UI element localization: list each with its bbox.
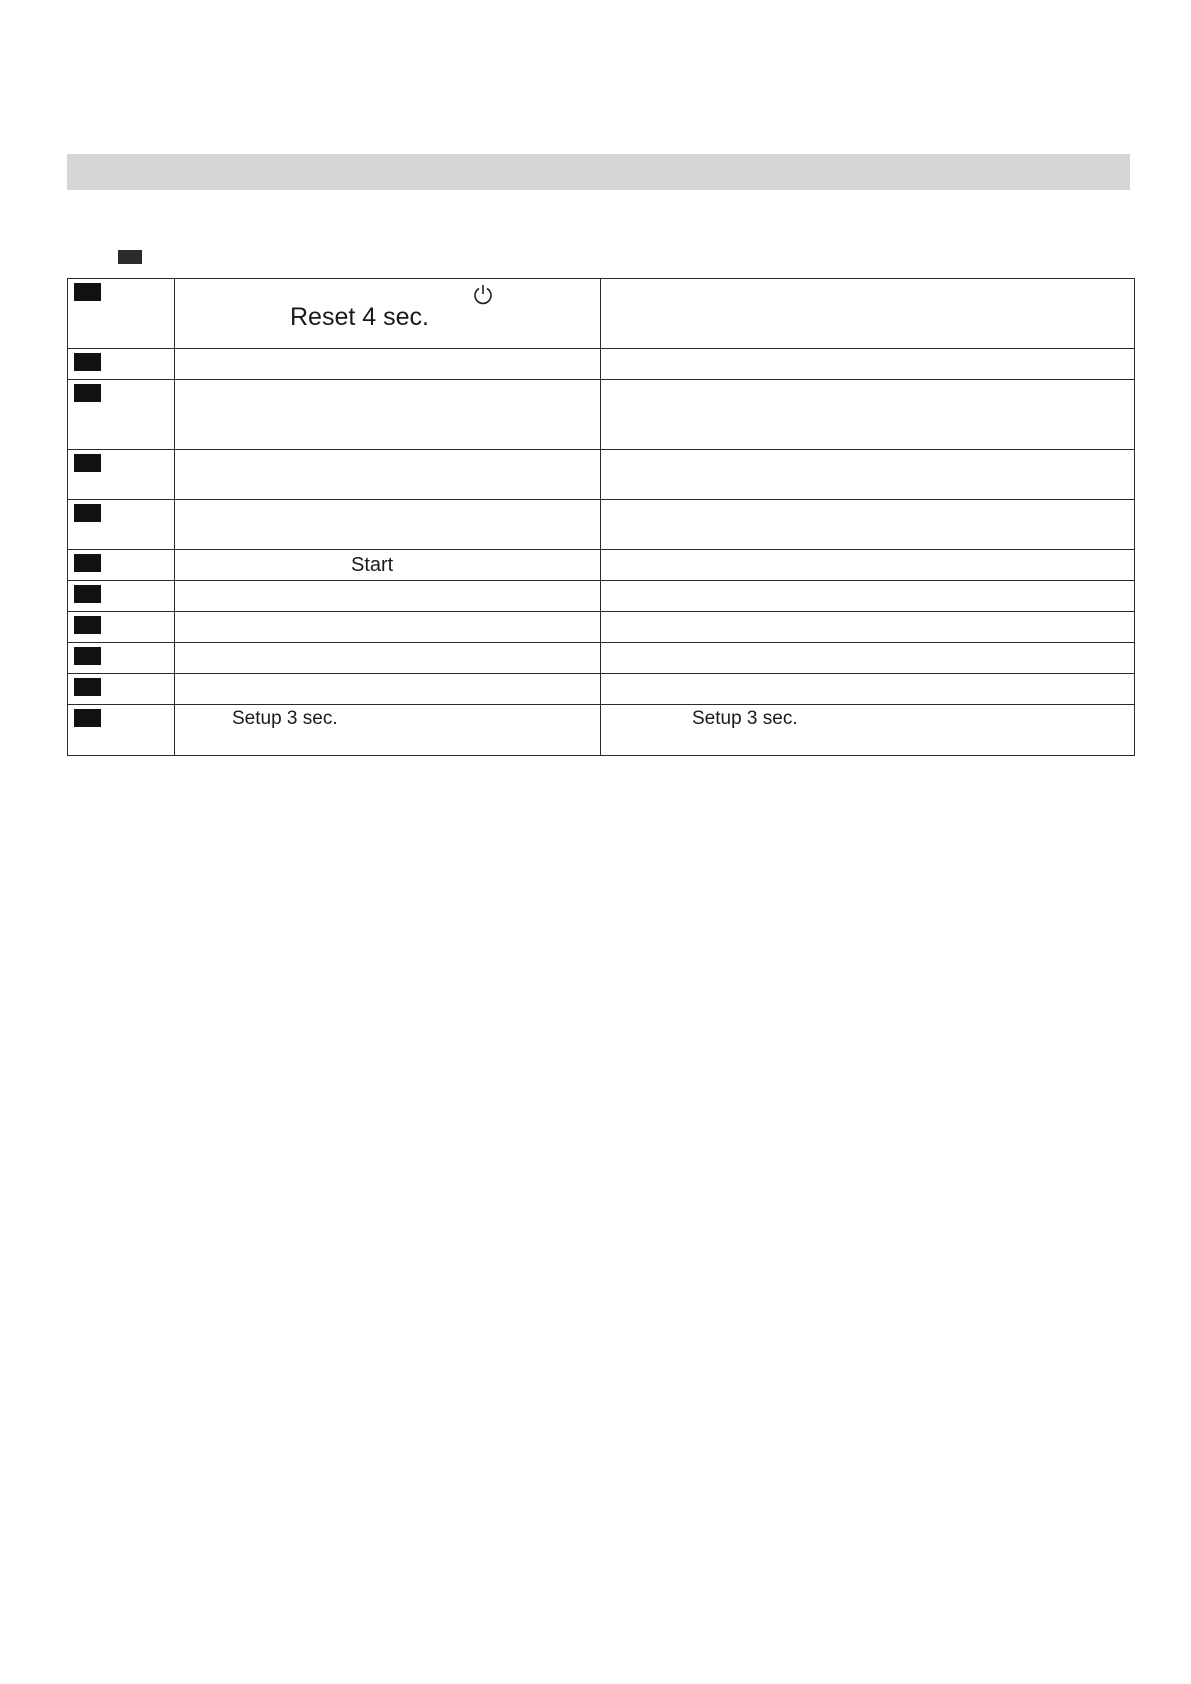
table-row xyxy=(68,674,1135,705)
table-row xyxy=(68,349,1135,380)
error-code-table xyxy=(67,278,1135,756)
remedy-cell xyxy=(601,705,1135,756)
section-header-bar xyxy=(67,154,1130,190)
code-cell xyxy=(68,500,175,550)
action-cell xyxy=(175,450,601,500)
action-cell xyxy=(175,380,601,450)
code-cell xyxy=(68,705,175,756)
action-cell xyxy=(175,643,601,674)
remedy-cell xyxy=(601,349,1135,380)
table-row xyxy=(68,705,1135,756)
code-cell xyxy=(68,674,175,705)
action-cell xyxy=(175,349,601,380)
remedy-cell xyxy=(601,450,1135,500)
table-row xyxy=(68,380,1135,450)
code-box xyxy=(74,454,101,472)
table-row xyxy=(68,612,1135,643)
code-cell xyxy=(68,581,175,612)
code-cell xyxy=(68,550,175,581)
table-row xyxy=(68,581,1135,612)
action-cell xyxy=(175,500,601,550)
action-cell xyxy=(175,705,601,756)
table-row xyxy=(68,279,1135,349)
action-cell xyxy=(175,581,601,612)
table-row xyxy=(68,500,1135,550)
setup-label: Setup 3 sec. xyxy=(692,708,798,729)
code-box xyxy=(74,647,101,665)
code-box xyxy=(74,678,101,696)
setup-label: Setup 3 sec. xyxy=(232,708,338,729)
code-box xyxy=(74,554,101,572)
code-box xyxy=(74,504,101,522)
start-label: Start xyxy=(351,554,394,576)
remedy-cell xyxy=(601,380,1135,450)
action-cell xyxy=(175,674,601,705)
action-cell xyxy=(175,550,601,581)
code-box xyxy=(74,384,101,402)
code-cell xyxy=(68,450,175,500)
table-row xyxy=(68,550,1135,581)
action-cell xyxy=(175,279,601,349)
table-row xyxy=(68,643,1135,674)
remedy-cell xyxy=(601,550,1135,581)
action-cell xyxy=(175,612,601,643)
remedy-cell xyxy=(601,279,1135,349)
code-box xyxy=(74,283,101,301)
code-cell xyxy=(68,612,175,643)
code-cell xyxy=(68,279,175,349)
code-box xyxy=(74,709,101,727)
code-cell xyxy=(68,380,175,450)
remedy-cell xyxy=(601,612,1135,643)
code-box xyxy=(74,353,101,371)
code-cell xyxy=(68,643,175,674)
code-cell xyxy=(68,349,175,380)
power-icon xyxy=(472,283,494,305)
remedy-cell xyxy=(601,500,1135,550)
code-box xyxy=(74,616,101,634)
code-box xyxy=(74,585,101,603)
remedy-cell xyxy=(601,643,1135,674)
table-row xyxy=(68,450,1135,500)
reset-label: Reset 4 sec. xyxy=(290,303,429,331)
remedy-cell xyxy=(601,674,1135,705)
legend-code-box xyxy=(118,250,142,264)
remedy-cell xyxy=(601,581,1135,612)
